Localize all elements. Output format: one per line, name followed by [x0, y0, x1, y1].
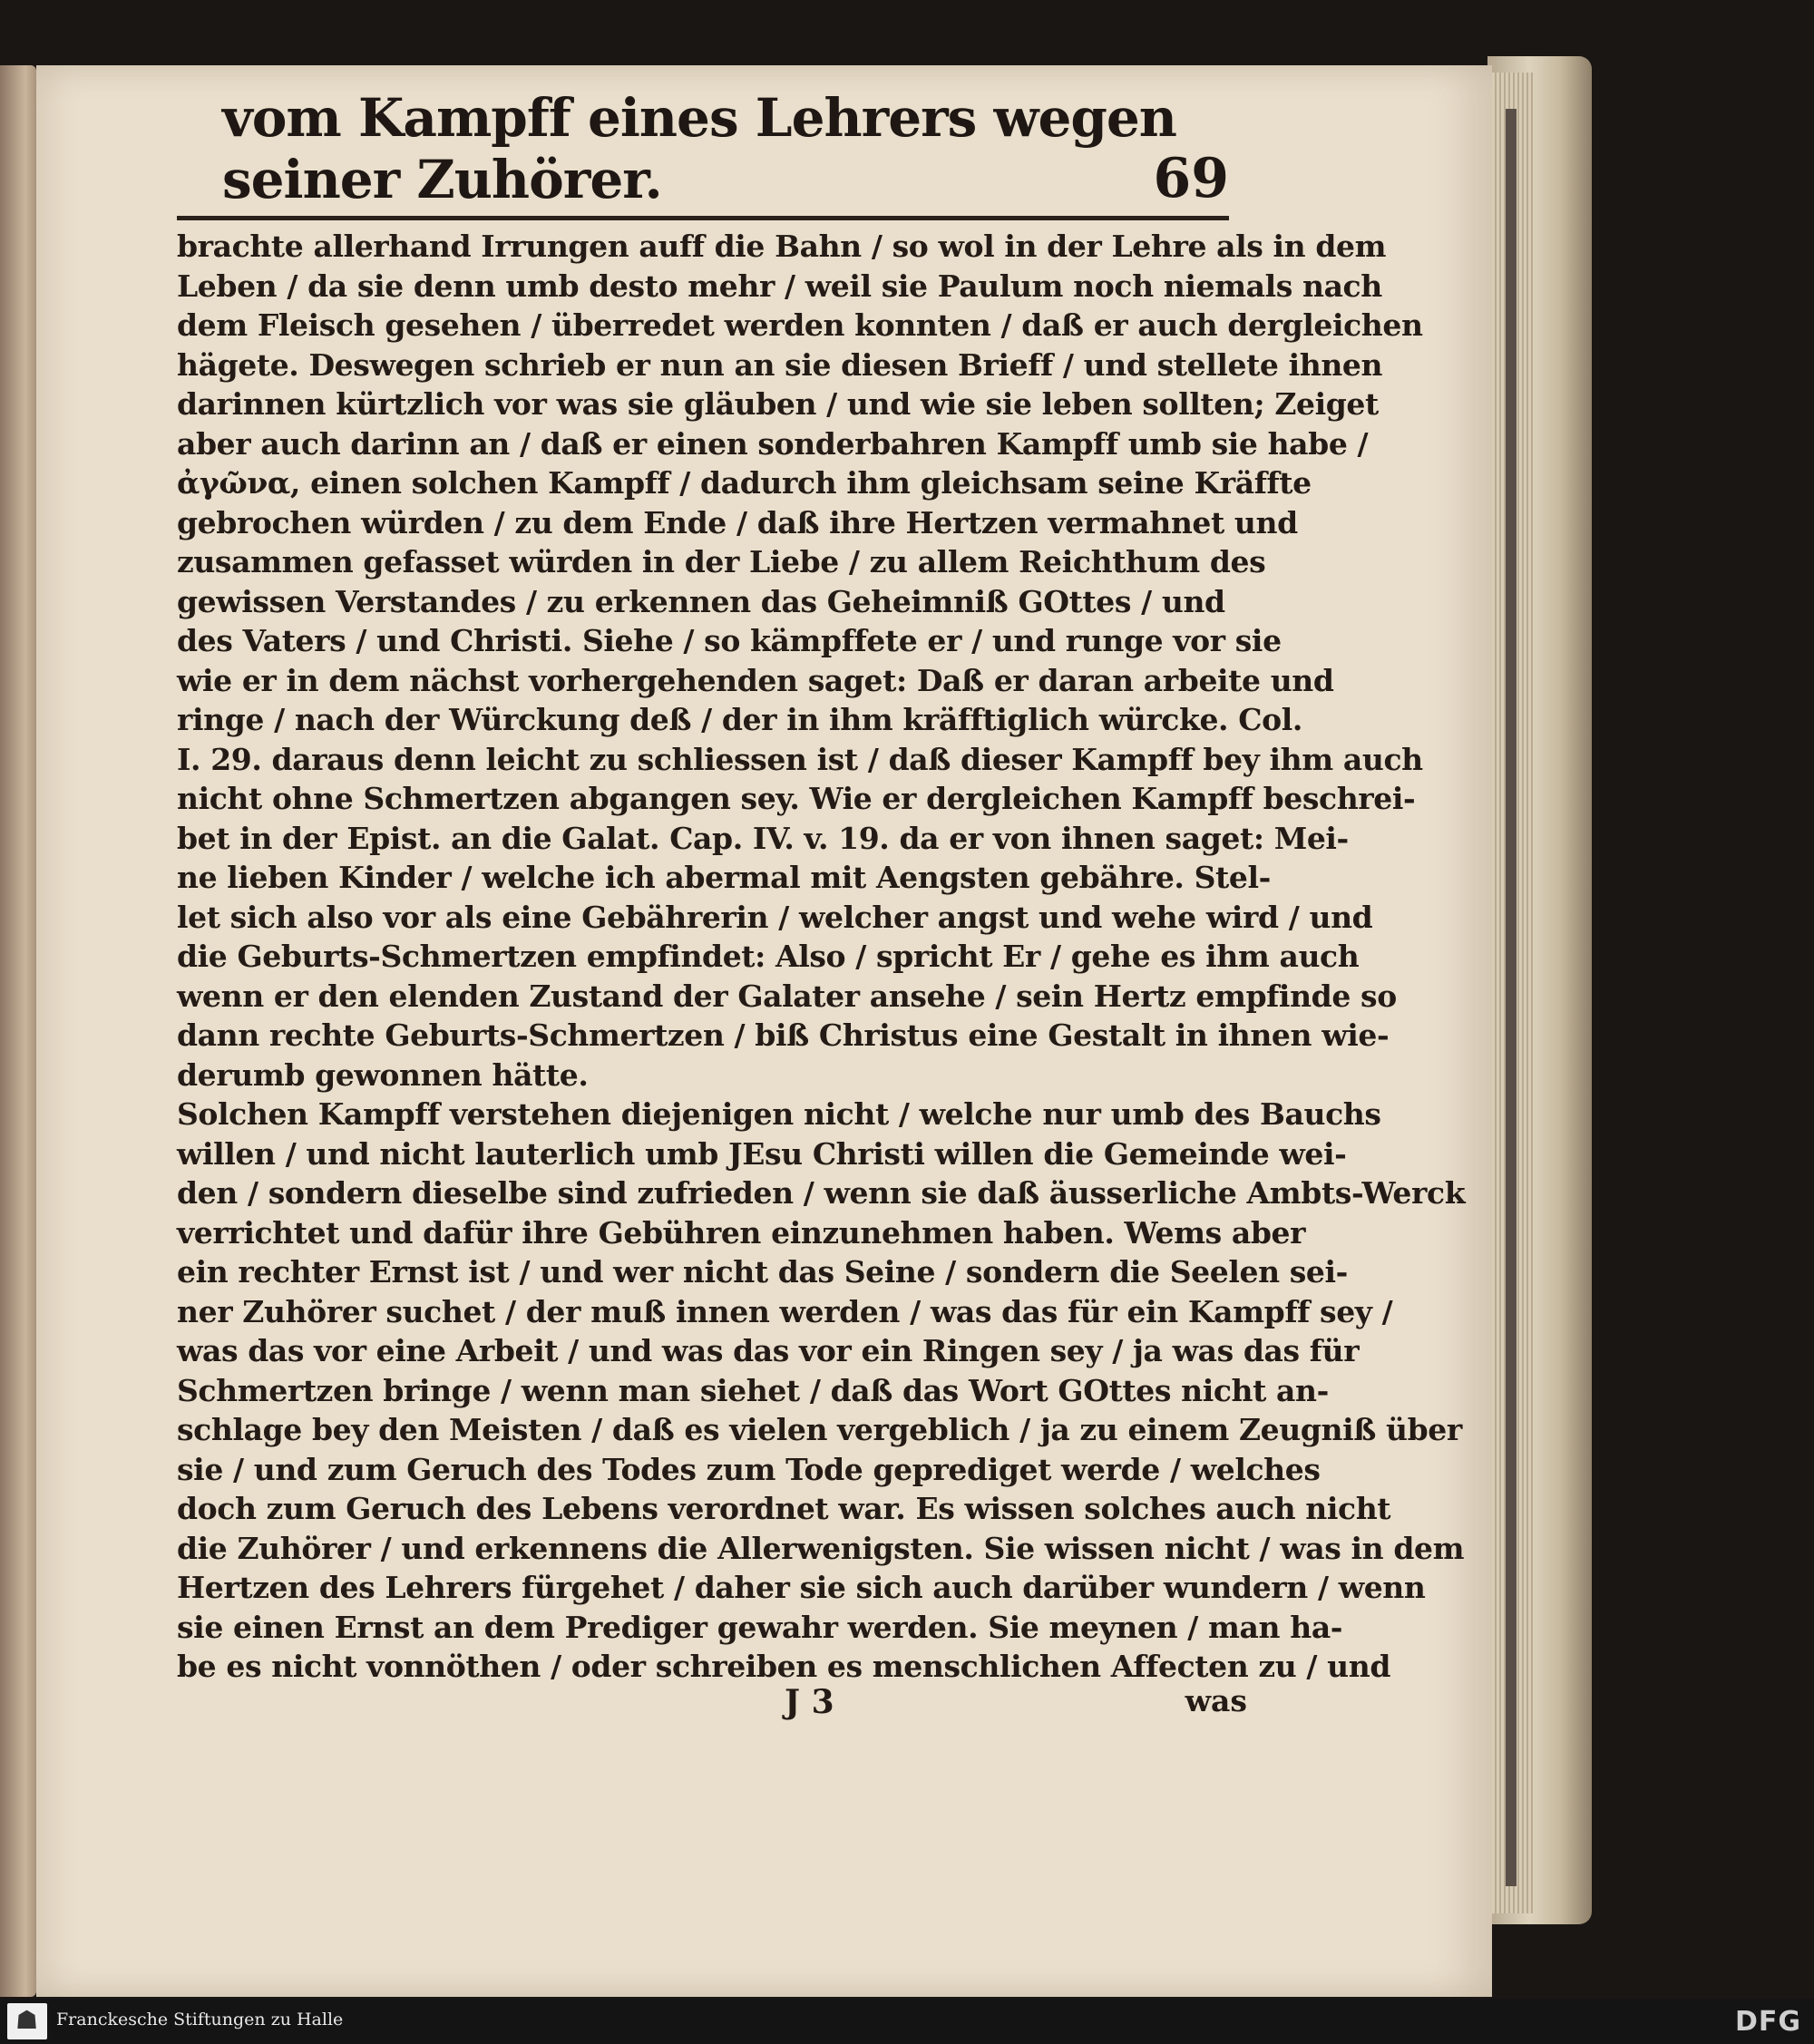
text-line: bet in der Epist. an die Galat. Cap. IV. v. 19. da er von ihnen saget: Mei- [177, 820, 1349, 856]
text-line: aber auch darinn an / daß er einen sonderbahren Kampff umb sie habe / [177, 425, 1369, 462]
text-line: gewissen Verstandes / zu erkennen das Geheimniß GOttes / und [177, 583, 1225, 619]
text-line: wie er in dem nächst vorhergehenden saget: Daß er daran arbeite und [177, 662, 1334, 698]
catchword: was [1185, 1683, 1247, 1718]
institution-logo-icon [7, 2003, 47, 2039]
text-line: zusammen gefasset würden in der Liebe / zu allem Reichthum des [177, 544, 1266, 579]
text-line: wenn er den elenden Zustand der Galater ansehe / sein Hertz empfinde so [177, 978, 1397, 1014]
text-line: schlage bey den Meisten / daß es vielen vergeblich / ja zu einem Zeugniß über [177, 1412, 1462, 1447]
text-line: des Vaters / und Christi. Siehe / so kämpffete er / und runge vor sie [177, 623, 1282, 658]
text-line: die Geburts-Schmertzen empfindet: Also / spricht Er / gehe es ihm auch [177, 939, 1360, 974]
text-line: derumb gewonnen hätte. [177, 1056, 589, 1093]
text-line: Schmertzen bringe / wenn man siehet / daß das Wort GOttes nicht an- [177, 1372, 1329, 1408]
text-line: darinnen kürtzlich vor was sie gläuben / und wie sie leben sollten; Zeiget [177, 386, 1379, 422]
text-line: doch zum Geruch des Lebens verordnet war. Es wissen solches auch nicht [177, 1491, 1391, 1526]
page-stack-shadow [1506, 109, 1517, 1886]
text-line: brachte allerhand Irrungen auff die Bahn / so wol in der Lehre als in dem [177, 229, 1387, 264]
text-line: nicht ohne Schmertzen abgangen sey. Wie er dergleichen Kampff beschrei- [177, 781, 1416, 816]
text-line: ein rechter Ernst ist / und wer nicht das Seine / sondern die Seelen sei- [177, 1254, 1348, 1290]
text-line: let sich also vor als eine Gebährerin / welcher angst und wehe wird / und [177, 899, 1373, 935]
text-line: sie einen Ernst an dem Prediger gewahr werden. Sie meynen / man ha- [177, 1609, 1343, 1645]
text-line: dann rechte Geburts-Schmertzen / biß Christus eine Gestalt in ihnen wie- [177, 1017, 1390, 1053]
text-line: ἀγῶνα, einen solchen Kampff / dadurch ihm gleichsam seine Kräffte [177, 465, 1312, 501]
left-page-edge [0, 65, 36, 1997]
text-line: den / sondern dieselbe sind zufrieden / wenn sie daß äusserliche Ambts-Werck [177, 1175, 1466, 1211]
text-line: gebrochen würden / zu dem Ende / daß ihre Hertzen vermahnet und [177, 504, 1298, 540]
running-head [177, 87, 1229, 220]
signature-mark: J 3 [785, 1683, 834, 1721]
text-line: willen / und nicht lauterlich umb JEsu Christi willen die Gemeinde wei- [177, 1135, 1347, 1172]
text-line: die Zuhörer / und erkennens die Allerwenigsten. Sie wissen nicht / was in dem [177, 1530, 1465, 1566]
page-number: 69 [1153, 147, 1229, 210]
text-line: was das vor eine Arbeit / und was das vor ein Ringen sey / ja was das für [177, 1333, 1360, 1368]
text-line: I. 29. daraus denn leicht zu schliessen ist / daß dieser Kampff bey ihm auch [177, 741, 1423, 777]
text-line: be es nicht vonnöthen / oder schreiben es menschlichen Affecten zu / und [177, 1649, 1391, 1684]
running-head-title: vom Kampff eines Lehrers wegen seiner Zuhörer. [222, 87, 1176, 210]
dfg-logo: DFG [1734, 2006, 1801, 2038]
institution-name: Franckesche Stiftungen zu Halle [56, 2010, 344, 2029]
text-line: hägete. Deswegen schrieb er nun an sie diesen Brieff / und stellete ihnen [177, 346, 1383, 383]
page-foot [177, 1683, 1247, 1728]
text-line: ne lieben Kinder / welche ich abermal mit Aengsten gebähre. Stel- [177, 860, 1271, 895]
text-line: Leben / da sie denn umb desto mehr / weil sie Paulum noch niemals nach [177, 268, 1382, 304]
body-text [177, 227, 1466, 1687]
text-line: Hertzen des Lehrers fürgehet / daher sie sich auch darüber wundern / wenn [177, 1570, 1426, 1605]
text-line: ringe / nach der Würckung deß / der in ihm kräfftiglich würcke. Col. [177, 702, 1302, 737]
viewer-footer-bar [0, 1999, 1814, 2044]
text-line: dem Fleisch gesehen / überredet werden konnten / daß er auch dergleichen [177, 307, 1423, 343]
text-line: sie / und zum Geruch des Todes zum Tode geprediget werde / welches [177, 1451, 1321, 1487]
text-line: verrichtet und dafür ihre Gebühren einzunehmen haben. Wems aber [177, 1214, 1306, 1251]
text-line: Solchen Kampff verstehen diejenigen nicht / welche nur umb des Bauchs [177, 1096, 1381, 1132]
text-line: ner Zuhörer suchet / der muß innen werden / was das für ein Kampff sey / [177, 1293, 1393, 1329]
